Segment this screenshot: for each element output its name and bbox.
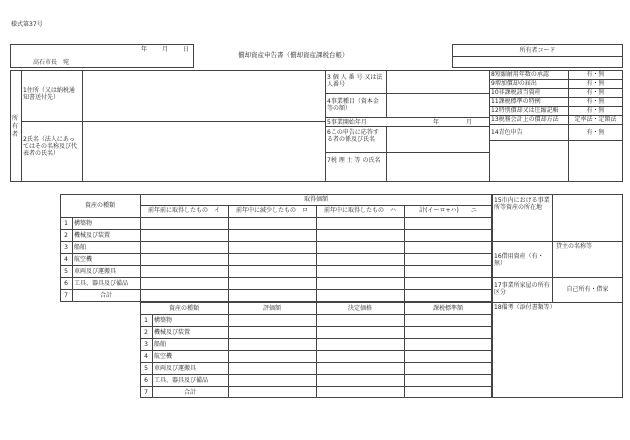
table2-row-num: 6: [144, 377, 148, 384]
item-13-label: 13税務会計上の償却方法: [491, 116, 559, 123]
table1-row-num: 7: [64, 292, 68, 299]
owner-code-label: 所有者コード: [519, 47, 556, 54]
business-location-label: 15市内における事業所等資産の所在地: [494, 197, 550, 211]
table2-asset: 機械及び装置: [154, 329, 191, 336]
item-12-label: 12特別償却又は圧縮記帳: [491, 107, 559, 114]
item-8-value: 有・無: [586, 71, 605, 78]
side-info-box: [492, 194, 623, 398]
table2-row-num: 4: [144, 353, 148, 360]
table2-row-num: 3: [144, 341, 148, 348]
table1-asset: 機械及び装置: [74, 232, 111, 239]
addressee: 高石市長 宛: [33, 59, 70, 66]
table1-row-num: 4: [64, 256, 68, 263]
owner-name-label: 2氏名（法人にあってはその名称及び代表者の氏名）: [23, 136, 78, 157]
table1-row-num: 3: [64, 244, 68, 251]
item-11-value: 有・無: [586, 98, 605, 105]
table1-col-ro: 前年中に減少したもの ロ: [235, 207, 308, 214]
item-10-label: 10非課税該当資産: [491, 89, 541, 96]
table1-total-label: 合計: [99, 292, 112, 299]
table2-asset: 構築物: [154, 317, 173, 324]
table1-asset: 航空機: [74, 256, 93, 263]
table1-asset: 工具、器具及び備品: [74, 280, 129, 287]
building-ownership-label: 17事業所家屋の所有区分: [494, 282, 550, 296]
building-ownership-value: 自己所有・借家: [566, 286, 609, 293]
item-9-value: 有・無: [586, 80, 605, 87]
table1-asset: 車両及び運搬具: [74, 268, 117, 275]
item-14-label: 14青色申告: [491, 129, 523, 136]
business-start-year: 年: [433, 119, 440, 126]
table2-asset: 車両及び運搬具: [154, 365, 197, 372]
table2-row-num: 2: [144, 329, 148, 336]
item-8-label: 8短縮耐用年数の承認: [491, 71, 549, 78]
document-title: 償却資産申告書（償却資産課税台帳）: [238, 51, 349, 59]
table1-col-i: 前年前に取得したもの イ: [147, 207, 220, 214]
leased-assets-label: 16借用資産（有・無）: [494, 253, 544, 267]
item-12-value: 有・無: [586, 107, 605, 114]
table2-asset: 船舶: [154, 341, 167, 348]
contact-person-label: 6この申告に応答する者の係及び氏名: [327, 129, 379, 143]
table1-type-header: 資産の種類: [84, 202, 115, 209]
item-13-value: 定率法・定額法: [574, 116, 617, 123]
table1-col-ni: 計(イーロ+ハ) ニ: [419, 207, 477, 214]
owner-address-label: 1住所（又は納税通知書送付先）: [23, 87, 75, 101]
table2-row-num: 7: [144, 389, 148, 396]
table1-asset: 船舶: [74, 244, 87, 251]
owner-vertical-label: 所 有 者: [12, 115, 19, 138]
table1-acq-header: 取得価額: [303, 196, 328, 203]
item-14-value: 有・無: [586, 129, 605, 136]
business-start-label: 5事業開始年月: [327, 119, 367, 126]
table2-row-num: 5: [144, 365, 148, 372]
personal-number-label: 3 個 人 番 号 又は法人番号: [327, 74, 383, 88]
remarks-label: 18備考（添付書類等）: [494, 304, 556, 311]
table2-asset: 工具、器具及び備品: [154, 377, 209, 384]
item-11-label: 11課税標準の特例: [491, 98, 541, 105]
table2-assessed-header: 評価額: [262, 305, 281, 312]
item-9-label: 9増加償却の届出: [491, 80, 537, 87]
table1-row-num: 2: [64, 232, 68, 239]
table2-row-num: 1: [144, 317, 148, 324]
form-number: 様式第37号: [11, 21, 43, 28]
date-day: 日: [183, 46, 190, 53]
table2-asset: 航空機: [154, 353, 173, 360]
date-month: 月: [162, 46, 169, 53]
table1-row-num: 5: [64, 268, 68, 275]
business-start-month: 月: [466, 119, 473, 126]
lessor-label: 貸主の名称等: [556, 243, 593, 250]
table2-taxbase-header: 課税標準額: [432, 305, 463, 312]
table2-total-label: 合計: [183, 389, 196, 396]
item-10-value: 有・無: [586, 89, 605, 96]
table2-decided-header: 決定価格: [347, 305, 372, 312]
table1-row-num: 1: [64, 220, 68, 227]
business-type-label: 4事業種目（資本金等の額）: [327, 98, 379, 112]
table1-col-ha: 前年中に取得したもの ハ: [323, 207, 396, 214]
date-year: 年: [141, 46, 148, 53]
tax-accountant-label: 7税 理 士 等 の氏名: [327, 157, 381, 164]
table1-asset: 構築物: [74, 220, 93, 227]
table2-type-header: 資産の種類: [168, 305, 199, 312]
table1-row-num: 6: [64, 280, 68, 287]
